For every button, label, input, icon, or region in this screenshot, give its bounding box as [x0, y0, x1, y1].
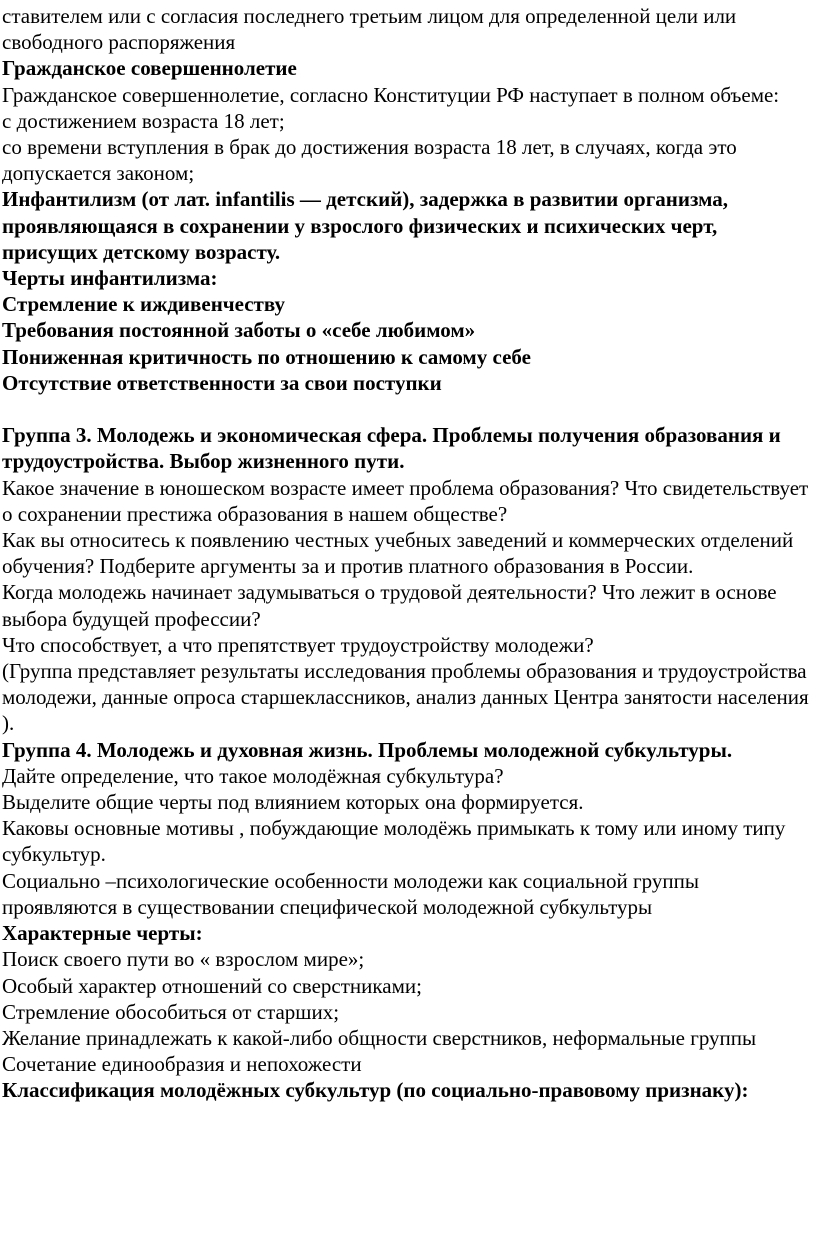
paragraph: Особый характер отношений со сверстниками;	[2, 973, 422, 998]
paragraph: ставителем или с согласия последнего третьим лицом для определенной цели или свободного распоряжения	[2, 4, 737, 55]
blank-line	[2, 396, 810, 422]
paragraph: Когда молодежь начинает задумываться о трудовой деятельности? Что лежит в основе выбора будущей профессии?	[2, 580, 777, 631]
paragraph: Как вы относитесь к появлению честных учебных заведений и коммерческих отделений обучения? Подберите аргументы за и против платного образования в России.	[2, 528, 794, 579]
bold-paragraph: Классификация молодёжных субкультур (по социально-правовому признаку):	[2, 1078, 749, 1103]
bold-paragraph: Стремление к иждивенчеству	[2, 292, 285, 317]
bold-paragraph: Гражданское совершеннолетие	[2, 56, 297, 81]
bold-paragraph: Инфантилизм (от лат. infantilis — детский), задержка в развитии организма, проявляющаяся в сохранении у взрослого физических и психических черт, присущих детскому возрасту.	[2, 187, 728, 264]
paragraph: Социально –психологические особенности молодежи как социальной группы проявляются в существовании специфической молодежной субкультуры	[2, 868, 699, 919]
paragraph: Желание принадлежать к какой-либо общности сверстников, неформальные группы	[2, 1025, 757, 1050]
paragraph: Какое значение в юношеском возрасте имеет проблема образования? Что свидетельствует о сохранении престижа образования в нашем обществе?	[2, 475, 809, 526]
paragraph: (Группа представляет результаты исследования проблемы образования и трудоустройства молодежи, данные опроса старшеклассников, анализ данных Центра занятости населения ).	[2, 659, 809, 736]
paragraph: Что способствует, а что препятствует трудоустройству молодежи?	[2, 632, 594, 657]
bold-paragraph: Характерные черты:	[2, 921, 203, 946]
bold-paragraph: Группа 3. Молодежь и экономическая сфера. Проблемы получения образования и трудоустройства. Выбор жизненного пути.	[2, 423, 781, 474]
paragraph: Выделите общие черты под влиянием которых она формируется.	[2, 790, 584, 815]
bold-paragraph: Требования постоянной заботы о «себе любимом»	[2, 318, 476, 343]
document-body	[2, 3, 810, 1104]
paragraph: с достижением возраста 18 лет;	[2, 108, 285, 133]
paragraph: Стремление обособиться от старших;	[2, 999, 340, 1024]
paragraph: со времени вступления в брак до достижения возраста 18 лет, в случаях, когда это допускается законом;	[2, 135, 737, 186]
bold-paragraph: Группа 4. Молодежь и духовная жизнь. Проблемы молодежной субкультуры.	[2, 737, 733, 762]
paragraph: Сочетание единообразия и непохожести	[2, 1052, 362, 1077]
paragraph: Поиск своего пути во « взрослом мире»;	[2, 947, 365, 972]
paragraph: Гражданское совершеннолетие, согласно Конституции РФ наступает в полном объеме:	[2, 82, 780, 107]
bold-paragraph: Пониженная критичность по отношению к самому себе	[2, 344, 531, 369]
paragraph: Дайте определение, что такое молодёжная субкультура?	[2, 763, 504, 788]
paragraph: Каковы основные мотивы , побуждающие молодёжь примыкать к тому или иному типу субкультур.	[2, 816, 786, 867]
bold-paragraph: Черты инфантилизма:	[2, 266, 218, 291]
bold-paragraph: Отсутствие ответственности за свои поступки	[2, 370, 442, 395]
